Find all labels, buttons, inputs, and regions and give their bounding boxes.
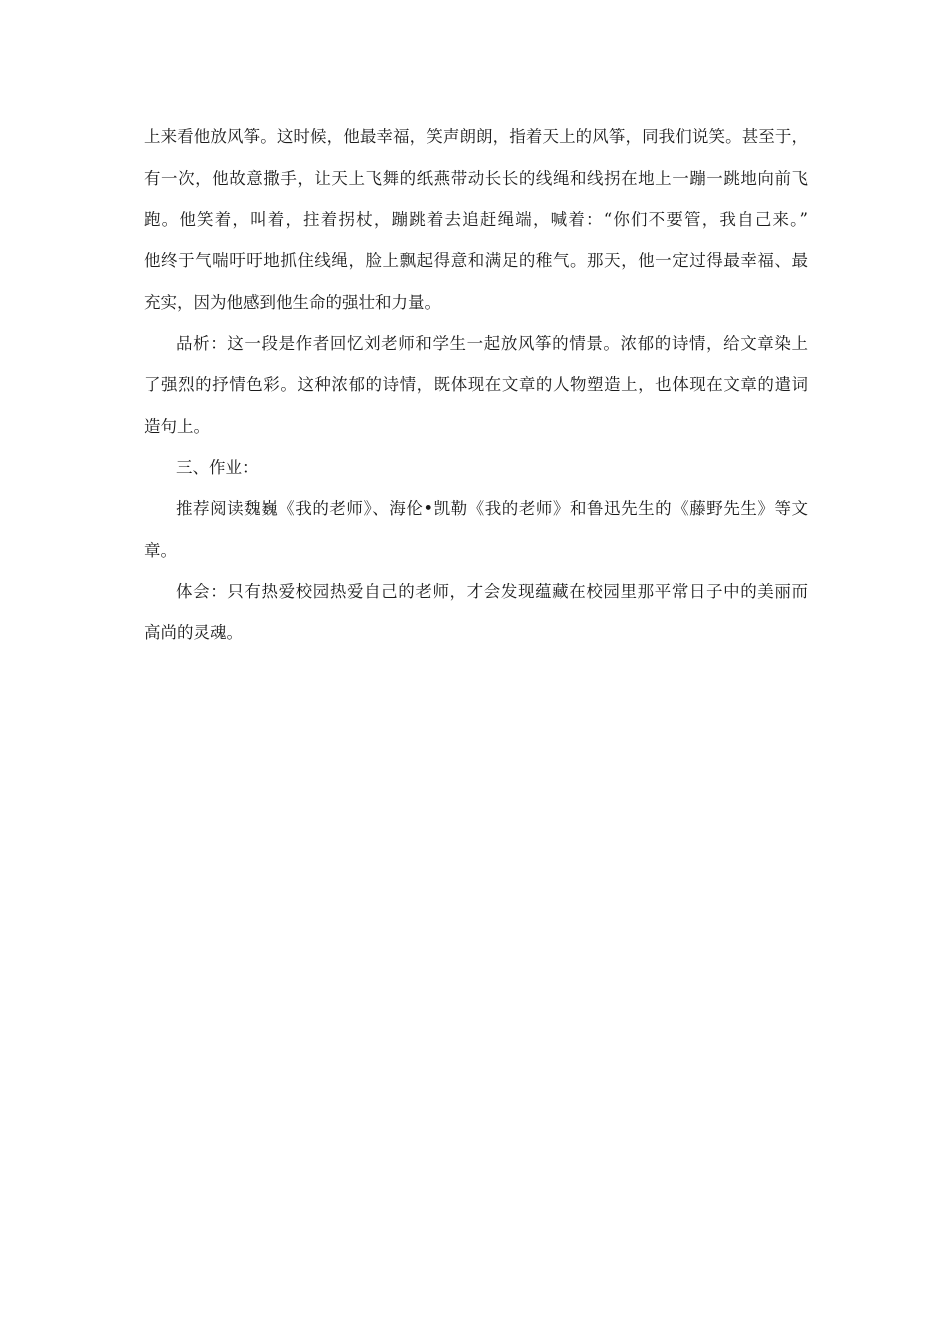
paragraph-2-line-3: 造句上。 [144,417,210,436]
paragraph-1-line-2: 有一次，他故意撒手，让天上飞舞的纸燕带动长长的线绳和线拐在地上一蹦一跳地向前飞 [144,169,808,188]
section-heading-homework: 三、作业： [176,458,259,477]
paragraph-1-line-5: 充实，因为他感到他生命的强壮和力量。 [144,293,441,312]
paragraph-1-line-3: 跑。他笑着，叫着，拄着拐杖，蹦跳着去追赶绳端，喊着：“你们不要管，我自己来。” [144,210,808,229]
paragraph-1-line-4: 他终于气喘吁吁地抓住线绳，脸上飘起得意和满足的稚气。那天，他一定过得最幸福、最 [144,251,808,270]
paragraph-1-line-1: 上来看他放风筝。这时候，他最幸福，笑声朗朗，指着天上的风筝，同我们说笑。甚至于， [144,127,808,146]
paragraph-2-line-1: 品析：这一段是作者回忆刘老师和学生一起放风筝的情景。浓郁的诗情，给文章染上 [176,334,808,353]
paragraph-3-line-2: 章。 [144,541,177,560]
paragraph-2-line-2: 了强烈的抒情色彩。这种浓郁的诗情，既体现在文章的人物塑造上，也体现在文章的遣词 [144,375,808,394]
paragraph-4-line-1: 体会：只有热爱校园热爱自己的老师，才会发现蕴藏在校园里那平常日子中的美丽而 [176,582,808,601]
paragraph-3-line-1: 推荐阅读魏巍《我的老师》、海伦•凯勒《我的老师》和鲁迅先生的《藤野先生》等文 [176,499,808,518]
paragraph-4-line-2: 高尚的灵魂。 [144,623,243,642]
